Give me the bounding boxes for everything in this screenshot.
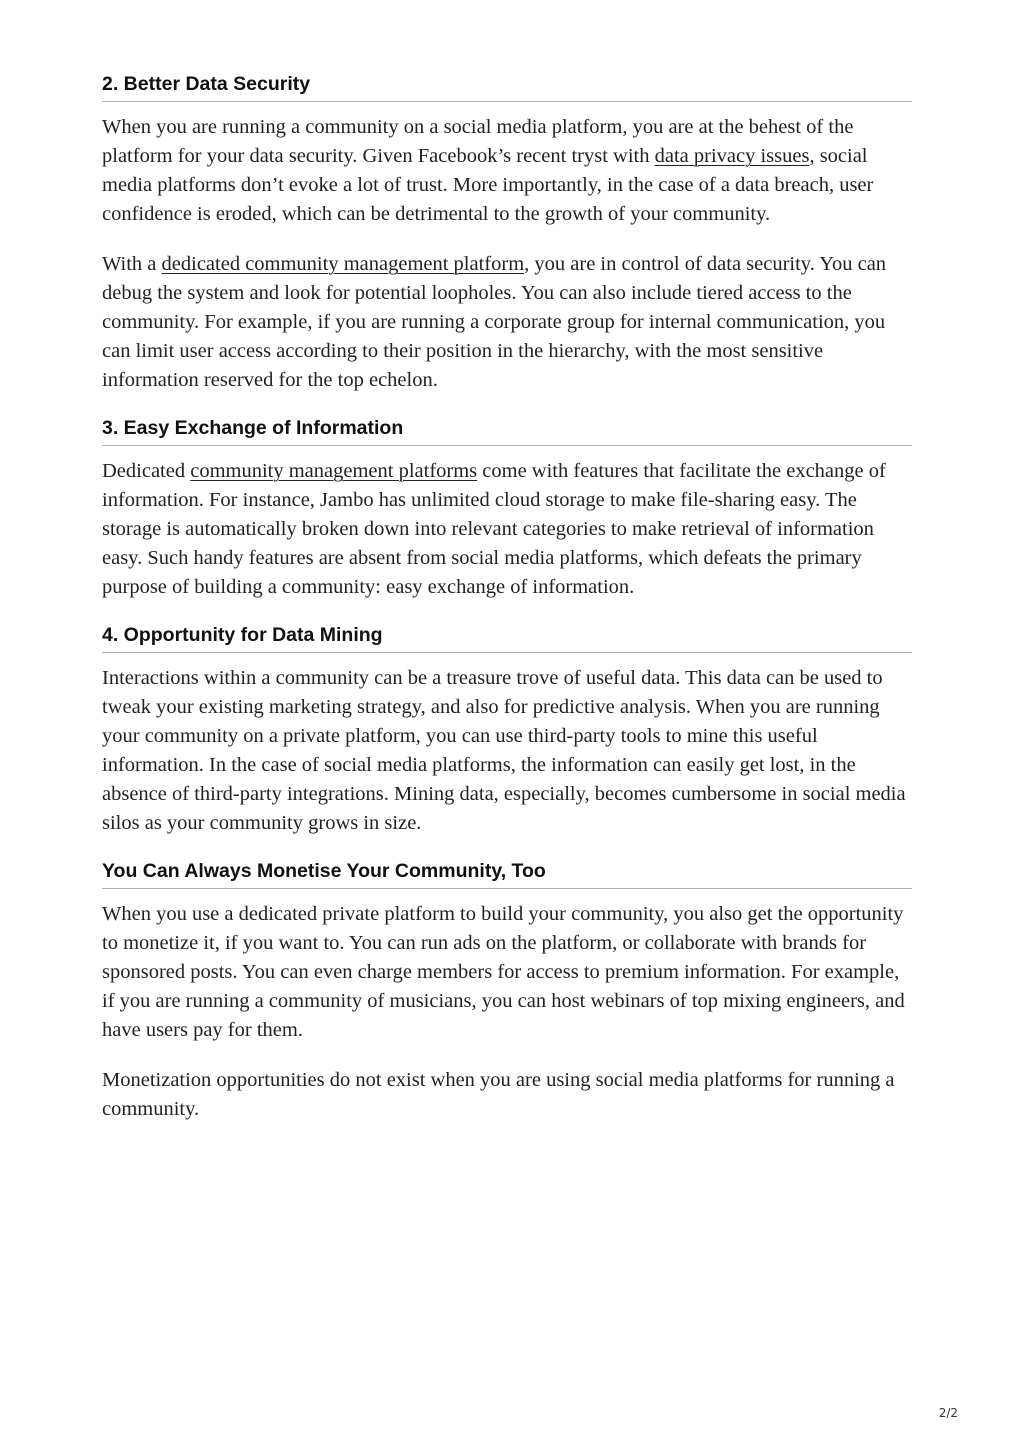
paragraph-text: When you are running a community on a social media platform, you are at the behest of the platform for your data security. Given Facebook’s recent tryst with: [102, 116, 854, 167]
section-heading: You Can Always Monetise Your Community, Too: [102, 859, 912, 889]
paragraph: [102, 113, 912, 229]
section-heading: 2. Better Data Security: [102, 72, 912, 102]
section-3: [102, 623, 912, 838]
paragraph-text: , you are in control of data security. You can debug the system and look for potential loopholes. You can also include tiered access to the community. For example, if you are running a corporate group for internal communication, you can limit user access according to their position in the hierarchy, with the most sensitive information reserved for the top echelon.: [102, 253, 887, 391]
paragraph-text: , social media platforms don’t evoke a lot of trust. More importantly, in the case of a data breach, user confidence is eroded, which can be detrimental to the growth of your community.: [102, 145, 874, 225]
paragraph: [102, 900, 912, 1045]
section-2: [102, 416, 912, 602]
section-heading: 3. Easy Exchange of Information: [102, 416, 912, 446]
inline-link[interactable]: data privacy issues: [654, 145, 810, 167]
page-number: 2/2: [938, 1406, 958, 1420]
paragraph-text: Dedicated: [102, 460, 191, 482]
section-heading: 4. Opportunity for Data Mining: [102, 623, 912, 653]
section-4: [102, 859, 912, 1124]
paragraph: [102, 1066, 912, 1124]
paragraph-text: Monetization opportunities do not exist when you are using social media platforms for running a community.: [102, 1069, 895, 1120]
paragraph: [102, 664, 912, 838]
paragraph-text: Interactions within a community can be a treasure trove of useful data. This data can be used to tweak your existing marketing strategy, and also for predictive analysis. When you are running your community on a private platform, you can use third-party tools to mine this useful information. In the case of social media platforms, the information can easily get lost, in the absence of third-party integrations. Mining data, especially, becomes cumbersome in social media silos as your community grows in size.: [102, 667, 906, 834]
paragraph-text: come with features that facilitate the exchange of information. For instance, Jambo has unlimited cloud storage to make file-sharing easy. The storage is automatically broken down into relevant categories to make retrieval of information easy. Such handy features are absent from social media platforms, which defeats the primary purpose of building a community: easy exchange of information.: [102, 460, 886, 598]
paragraph-text: When you use a dedicated private platform to build your community, you also get the opportunity to monetize it, if you want to. You can run ads on the platform, or collaborate with brands for sponsored posts. You can even charge members for access to premium information. For example, if you are running a community of musicians, you can host webinars of top mixing engineers, and have users pay for them.: [102, 903, 905, 1041]
inline-link[interactable]: dedicated community management platform: [161, 253, 525, 275]
section-1: [102, 72, 912, 395]
paragraph-text: With a: [102, 253, 162, 275]
paragraph: [102, 250, 912, 395]
paragraph: [102, 457, 912, 602]
inline-link[interactable]: community management platforms: [190, 460, 478, 482]
document-body: [102, 72, 912, 1145]
